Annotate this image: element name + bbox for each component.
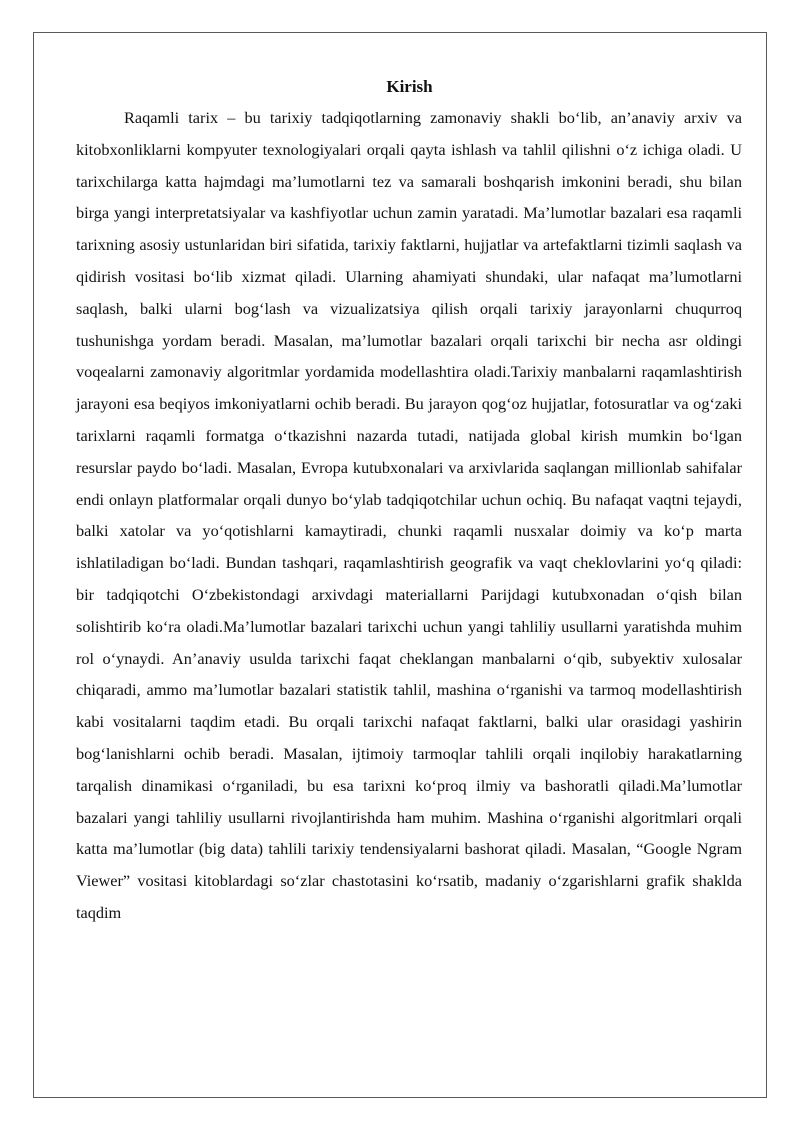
document-title: Kirish (386, 77, 433, 96)
body-paragraph: Raqamli tarix – bu tarixiy tadqiqotlarning zamonaviy shakli boʻlib, anʼanaviy arxiv va kitobxonliklarni kompyuter texnologiyalari orqali qayta ishlash va tahlil qilishni oʻz ichiga oladi. U tarixchilarga katta hajmdagi maʼlumotlarni tez va samarali boshqarish imkonini beradi, shu bilan birga yangi interpretatsiyalar va kashfiyotlar uchun zamin yaratadi. Maʼlumotlar bazalari esa raqamli tarixning asosiy ustunlaridan biri sifatida, tarixiy faktlarni, hujjatlar va artefaktlarni tizimli saqlash va qidirish vositasi boʻlib xizmat qiladi. Ularning ahamiyati shundaki, ular nafaqat maʼlumotlarni saqlash, balki ularni bogʻlash va vizualizatsiya qilish orqali tarixiy jarayonlarni chuqurroq tushunishga yordam beradi. Masalan, maʼlumotlar bazalari orqali tarixchi bir necha asr oldingi voqealarni zamonaviy algoritmlar yordamida modellashtira oladi.Tarixiy manbalarni raqamlashtirish jarayoni esa beqiyos imkoniyatlarni ochib beradi. Bu jarayon qogʻoz hujjatlar, fotosuratlar va ogʻzaki tarixlarni raqamli formatga oʻtkazishni nazarda tutadi, natijada global kirish mumkin boʻlgan resurslar paydo boʻladi. Masalan, Evropa kutubxonalari va arxivlarida saqlangan millionlab sahifalar endi onlayn platformalar orqali dunyo boʻylab tadqiqotchilar uchun ochiq. Bu nafaqat vaqtni tejaydi, balki xatolar va yoʻqotishlarni kamaytiradi, chunki raqamli nusxalar doimiy va koʻp marta ishlatiladigan boʻladi. Bundan tashqari, raqamlashtirish geografik va vaqt cheklovlarini yoʻq qiladi: bir tadqiqotchi Oʻzbekistondagi arxivdagi materiallarni Parijdagi kutubxonadan oʻqish bilan solishtirib koʻra oladi.Maʼlumotlar bazalari tarixchi uchun yangi tahliliy usullarni yaratishda muhim rol oʻynaydi. Anʼanaviy usulda tarixchi faqat cheklangan manbalarni oʻqib, subyektiv xulosalar chiqaradi, ammo maʼlumotlar bazalari statistik tahlil, mashina oʻrganishi va tarmoq modellashtirish kabi vositalarni taqdim etadi. Bu orqali tarixchi nafaqat faktlarni, balki ular orasidagi yashirin bogʻlanishlarni ochib beradi. Masalan, ijtimoiy tarmoqlar tahlili orqali inqilobiy harakatlarning tarqalish dinamikasi oʻrganiladi, bu esa tarixni koʻproq ilmiy va bashoratli qiladi.Maʼlumotlar bazalari yangi tahliliy usullarni rivojlantirishda ham muhim. Mashina oʻrganishi algoritmlari orqali katta maʼlumotlar (big data) tahlili tarixiy tendensiyalarni bashorat qiladi. Masalan, “Google Ngram Viewer” vositasi kitoblardagi soʻzlar chastotasini koʻrsatib, madaniy oʻzgarishlarni grafik shaklda taqdim (76, 108, 742, 922)
document-content (76, 76, 742, 929)
